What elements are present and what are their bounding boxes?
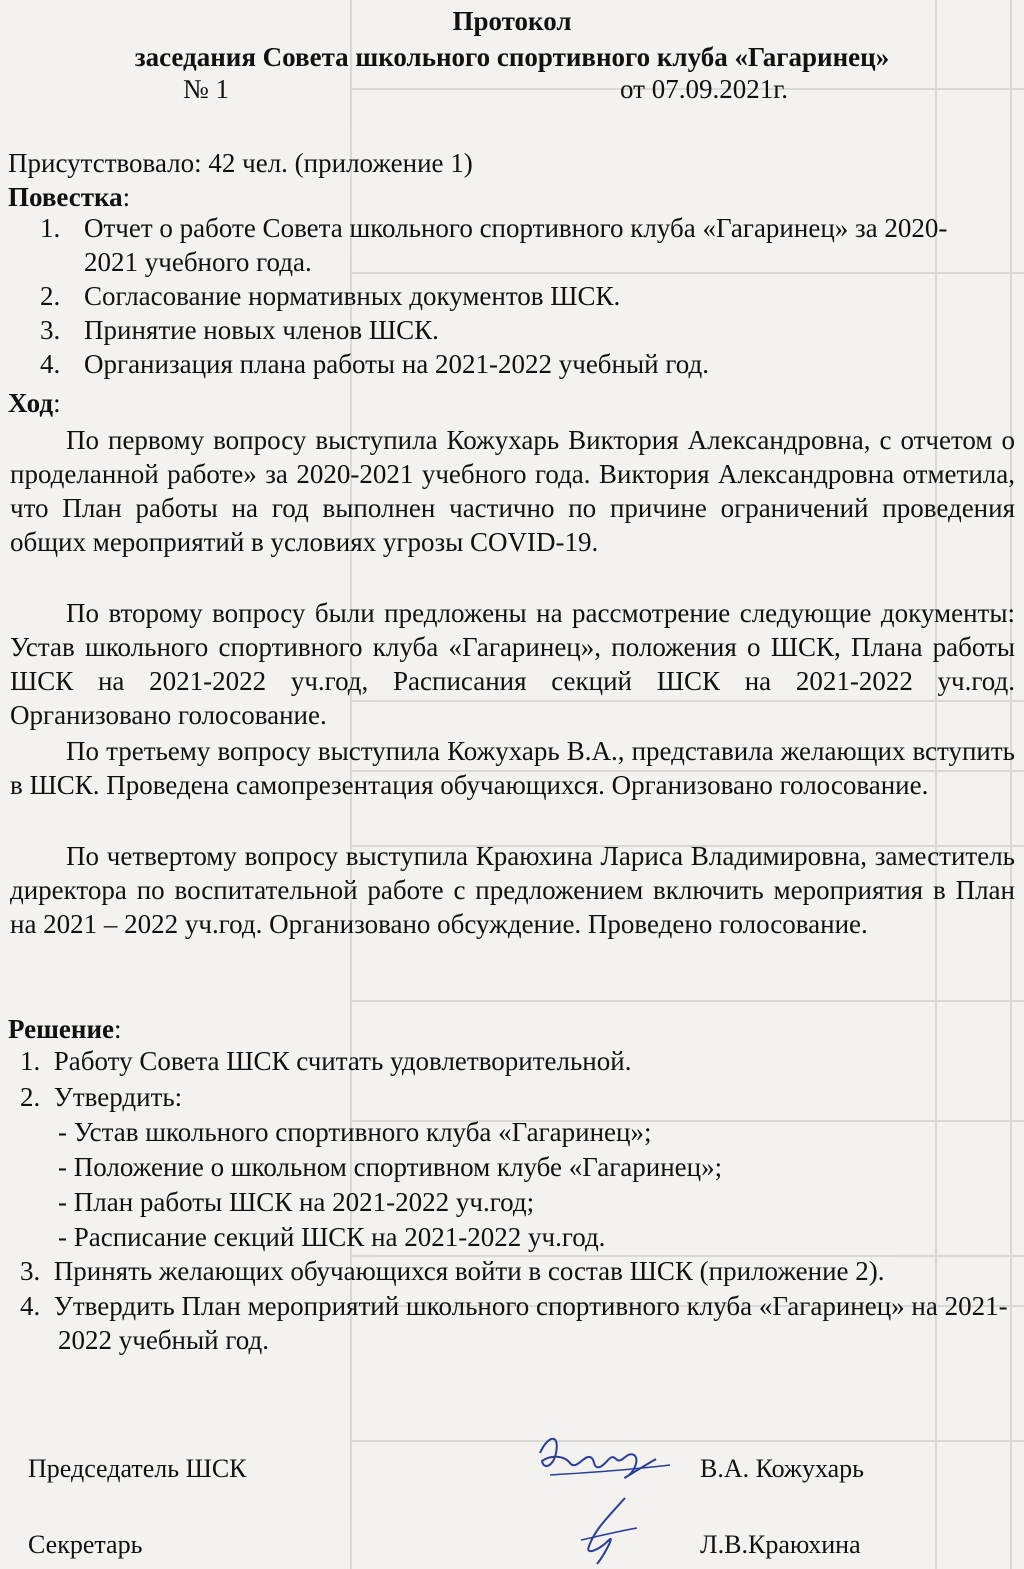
decision-item-2: 2. Утвердить: bbox=[20, 1082, 183, 1112]
proceedings-paragraph-1: По первому вопросу выступила Кожухарь Виктория Александровна, с отчетом о проделанной работе» за 2020-2021 учебного года. Виктория Александровна отметила, что План работы на год выполнен частично по причине ограничений проведения общих мероприятий в условиях угрозы COVID-19. bbox=[10, 425, 1015, 557]
secretary-role: Секретарь bbox=[28, 1530, 143, 1559]
decision-item-1: 1. Работу Совета ШСК считать удовлетворительной. bbox=[20, 1046, 632, 1076]
approved-document: - Устав школьного спортивного клуба «Гагаринец»; bbox=[58, 1117, 652, 1147]
agenda-item: 2. Согласование нормативных документов ШСК. bbox=[40, 281, 621, 311]
secretary-signature-image bbox=[575, 1490, 645, 1569]
protocol-number: № 1 bbox=[183, 74, 230, 104]
document-subtitle: заседания Совета школьного спортивного клуба «Гагаринец» bbox=[134, 42, 890, 72]
decision-heading: Решение: bbox=[8, 1014, 122, 1044]
chair-signature-image bbox=[530, 1425, 680, 1495]
secretary-name: Л.В.Краюхина bbox=[700, 1530, 861, 1559]
approved-document: - Положение о школьном спортивном клубе «Гагаринец»; bbox=[58, 1152, 723, 1182]
agenda-list bbox=[40, 211, 1000, 381]
proceedings-paragraph-4: По четвертому вопросу выступила Краюхина Лариса Владимировна, заместитель директора по воспитательной работе с предложением включить мероприятия в План на 2021 – 2022 уч.год. Организовано обсуждение. Проведено голосование. bbox=[10, 841, 1015, 939]
decision-item-4: 4. Утвердить План мероприятий школьного спортивного клуба «Гагаринец» на 2021-2022 учебный год. bbox=[20, 1291, 1008, 1355]
chair-role: Председатель ШСК bbox=[28, 1454, 247, 1483]
decision-item-3: 3. Принять желающих обучающихся войти в состав ШСК (приложение 2). bbox=[20, 1256, 885, 1286]
document-title: Протокол bbox=[452, 6, 572, 36]
chair-name: В.А. Кожухарь bbox=[700, 1454, 865, 1483]
proceedings-paragraph-3: По третьему вопросу выступила Кожухарь В.А., представила желающих вступить в ШСК. Проведена самопрезентация обучающихся. Организовано голосование. bbox=[10, 736, 1015, 800]
agenda-heading: Повестка: bbox=[8, 182, 131, 212]
agenda-item: 3. Принятие новых членов ШСК. bbox=[40, 315, 439, 345]
proceedings-heading: Ход: bbox=[8, 388, 61, 418]
agenda-item: 1. Отчет о работе Совета школьного спортивного клуба «Гагаринец» за 2020-2021 учебного года. bbox=[40, 213, 948, 277]
approved-document: - Расписание секций ШСК на 2021-2022 уч.год. bbox=[58, 1222, 606, 1252]
approved-document: - План работы ШСК на 2021-2022 уч.год; bbox=[58, 1187, 535, 1217]
attendance-line: Присутствовало: 42 чел. (приложение 1) bbox=[8, 148, 473, 178]
proceedings-paragraph-2: По второму вопросу были предложены на рассмотрение следующие документы: Устав школьного спортивного клуба «Гагаринец», положения о ШСК, Плана работы ШСК на 2021-2022 уч.год, Расписания секций ШСК на 2021-2022 уч.год. Организовано голосование. bbox=[10, 598, 1015, 730]
protocol-date: от 07.09.2021г. bbox=[620, 74, 788, 104]
agenda-item: 4. Организация плана работы на 2021-2022 учебный год. bbox=[40, 349, 709, 379]
